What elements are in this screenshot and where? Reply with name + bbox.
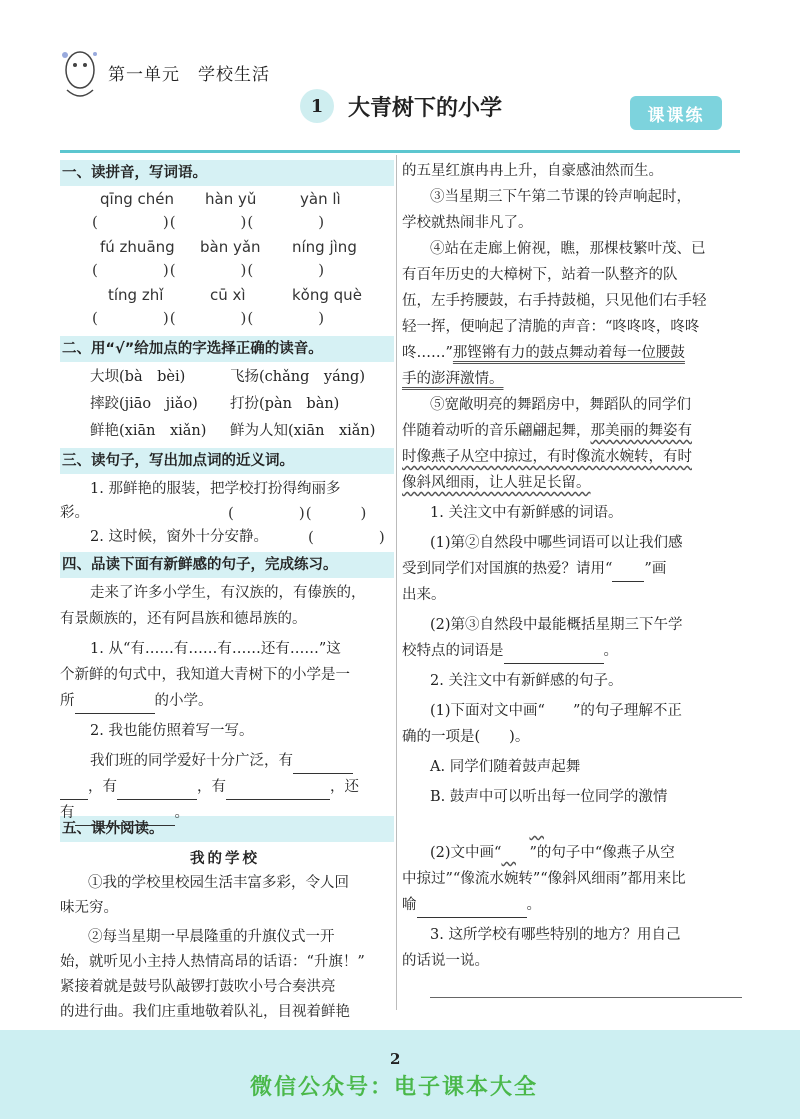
underlined-sentence: 手的澎湃激情。 [402, 371, 504, 387]
question-text: 个新鲜的句式中，我知道大青树下的小学是一 [60, 667, 350, 683]
question-text: (1)第②自然段中哪些词语可以让我们感 [430, 535, 683, 551]
question-text: 3. 这所学校有哪些特别的地方？用自己 [430, 927, 681, 943]
passage-line: 伍，左手挎腰鼓，右手持鼓槌，只见他们右手轻 [402, 293, 707, 309]
section-5-title: 五、课外阅读。 [60, 816, 394, 842]
right-column [402, 158, 742, 1068]
wavy-sentence: 时像燕子从空中掠过，有时像流水婉转，有时 [402, 449, 692, 465]
answer-blank[interactable] [75, 809, 175, 826]
answer-parens[interactable]: ( ) [308, 528, 386, 546]
pinyin: bàn yǎn [200, 238, 261, 256]
question-text: 受到同学们对国旗的热爱？请用“ [402, 561, 613, 577]
answer-parens[interactable]: ( )( )( ) [92, 309, 326, 327]
left-column [60, 160, 390, 1025]
question-text: ，有 [197, 779, 226, 795]
wavy-sentence: 像斜风细雨，让人驻足长留。 [402, 475, 591, 491]
question-text: 校特点的词语是 [402, 643, 504, 659]
passage-line: 咚……” [402, 345, 453, 361]
passage-line: ①我的学校里校园生活丰富多彩，令人回 [88, 875, 349, 891]
answer-blank[interactable] [117, 783, 197, 800]
passage-line: 走来了许多小学生，有汉族的，有傣族的， [90, 585, 366, 601]
answer-parens[interactable]: ( )( )( ) [92, 261, 326, 279]
pinyin: yàn lì [300, 190, 341, 208]
passage-line: 的进行曲。我们庄重地敬着队礼，目视着鲜艳 [60, 1004, 350, 1020]
double-line-sample [545, 699, 573, 715]
question-text: (2)文中画“ [430, 845, 502, 861]
question-text: 1. 从“有……有……有……还有……”这 [90, 641, 341, 657]
reading-option[interactable]: 鲜艳(xiān xiǎn) [90, 423, 207, 439]
answer-parens[interactable]: ( )( ) [228, 504, 368, 522]
pinyin: hàn yǔ [205, 190, 257, 208]
question-text: 。 [174, 805, 189, 821]
section-3-title: 三、读句子，写出加点词的近义词。 [60, 448, 394, 474]
answer-blank[interactable] [60, 783, 88, 800]
passage-line: 有景颇族的，还有阿昌族和德昂族的。 [60, 611, 307, 627]
page-number: 2 [390, 1050, 401, 1068]
pinyin: fú zhuāng [100, 238, 175, 256]
wavy-sentence: 那美丽的舞姿有 [590, 423, 692, 439]
column-divider [396, 155, 397, 1010]
passage-line: 始，就听见小主持人热情高昂的话语：“升旗！” [60, 954, 365, 970]
answer-blank [612, 565, 644, 582]
answer-blank[interactable] [417, 901, 527, 918]
header-divider [60, 150, 740, 153]
option-b[interactable]: B. 鼓声中可以听出每一位同学的激情 [430, 789, 668, 805]
reading-option[interactable]: 打扮(pàn bàn) [230, 396, 340, 412]
question-text: 有 [60, 805, 75, 821]
question-text: 彩。 [60, 505, 89, 521]
question-text: (2)第③自然段中最能概括星期三下午学 [430, 617, 683, 633]
pinyin: tíng zhǐ [108, 286, 164, 304]
question-text: 。 [526, 897, 541, 913]
pinyin: cū xì [210, 286, 246, 304]
wavy-line-sample [501, 814, 529, 830]
question-text: 所 [60, 693, 75, 709]
answer-parens[interactable]: ( )( )( ) [92, 213, 326, 231]
question-text: 的话说一说。 [402, 953, 489, 969]
passage-line: 伴随着动听的音乐翩翩起舞， [402, 423, 591, 439]
question-text: 出来。 [402, 587, 446, 603]
watermark: 微信公众号：电子课本大全 [250, 1075, 539, 1100]
passage-line: ⑤宽敞明亮的舞蹈房中，舞蹈队的同学们 [430, 397, 691, 413]
answer-blank[interactable] [293, 757, 353, 774]
mascot-icon [55, 40, 105, 110]
reading-option[interactable]: 鲜为人知(xiān xiǎn) [230, 423, 376, 439]
question-text: 我们班的同学爱好十分广泛，有 [90, 753, 293, 769]
question-text: (1)下面对文中画“ [430, 703, 545, 719]
passage-line: 的五星红旗冉冉上升，自豪感油然而生。 [402, 163, 663, 179]
passage-line: ②每当星期一早晨隆重的升旗仪式一开 [88, 929, 335, 945]
pinyin: kǒng què [292, 286, 362, 304]
question-text: ，还 [330, 779, 359, 795]
lesson-number: 1 [300, 89, 334, 123]
question-text: 2. 我也能仿照着写一写。 [90, 723, 254, 739]
question-text: 的小学。 [154, 693, 213, 709]
question-text[interactable]: 确的一项是( )。 [402, 729, 530, 745]
pinyin: qīng chén [100, 190, 174, 208]
answer-blank[interactable] [504, 647, 604, 664]
section-2-title: 二、用“√”给加点的字选择正确的读音。 [60, 336, 394, 362]
answer-blank[interactable] [75, 697, 155, 714]
reading-option[interactable]: 飞扬(chǎng yáng) [230, 369, 365, 385]
passage-line: 味无穷。 [60, 900, 118, 916]
passage-line: ④站在走廊上俯视，瞧，那棵枝繁叶茂、已 [430, 241, 706, 257]
question-text: ”的句子中“像燕子从空 [529, 845, 675, 861]
option-a[interactable]: A. 同学们随着鼓声起舞 [430, 759, 581, 775]
question-text: 2. 这时候，窗外十分安静。 [90, 529, 268, 545]
passage-line: ③当星期三下午第二节课的铃声响起时， [430, 189, 691, 205]
question-text: 中掠过”“像流水婉转”“像斜风细雨”都用来比 [402, 871, 686, 887]
passage-line: 紧接着就是鼓号队敲锣打鼓吹小号合奏洪亮 [60, 979, 336, 995]
pinyin: níng jìng [292, 238, 357, 256]
section-1-title: 一、读拼音，写词语。 [60, 160, 394, 186]
question-text: 。 [603, 643, 618, 659]
underlined-sentence: 那铿锵有力的鼓点舞动着每一位腰鼓 [452, 345, 685, 361]
lesson-title: 大青树下的小学 [348, 95, 503, 121]
passage-line: 学校就热闹非凡了。 [402, 215, 533, 231]
reading-option[interactable]: 大坝(bà bèi) [90, 369, 186, 385]
exercise-badge: 课课练 [630, 96, 722, 130]
section-4-title: 四、品读下面有新鲜感的句子，完成练习。 [60, 552, 394, 578]
question-text: 2. 关注文中有新鲜感的句子。 [430, 673, 623, 689]
passage-line: 轻一挥，便响起了清脆的声音：“咚咚咚，咚咚 [402, 319, 700, 335]
question-text: ”画 [644, 561, 667, 577]
reading-option[interactable]: 摔跤(jiāo jiǎo) [90, 396, 198, 412]
unit-title: 第一单元 学校生活 [108, 65, 270, 85]
question-text: ”的句子理解不正 [572, 703, 682, 719]
lesson-heading [300, 88, 502, 124]
passage-line: 有百年历史的大樟树下，站着一队整齐的队 [402, 267, 678, 283]
question-text: 1. 关注文中有新鲜感的词语。 [430, 505, 623, 521]
question-text: 喻 [402, 897, 417, 913]
answer-blank[interactable] [226, 783, 330, 800]
article-title: 我的学校 [190, 850, 260, 867]
question-text: 1. 那鲜艳的服装，把学校打扮得绚丽多 [90, 481, 341, 497]
question-text: ，有 [88, 779, 117, 795]
